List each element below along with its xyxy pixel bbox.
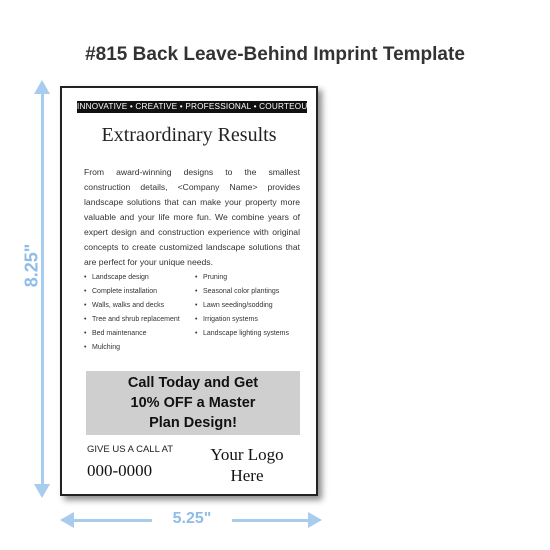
fine-print-vertical	[308, 308, 314, 498]
arrow-down-icon	[34, 484, 50, 498]
headline: Extraordinary Results	[101, 124, 277, 146]
list-item: • Landscape lighting systems	[195, 327, 313, 341]
list-item: • Lawn seeding/sodding	[195, 299, 313, 313]
list-item: • Pruning	[195, 271, 313, 285]
list-item: • Tree and shrub replacement	[84, 313, 194, 327]
list-item: • Complete installation	[84, 285, 194, 299]
services-list-right	[195, 271, 313, 341]
offer-box	[86, 371, 300, 435]
logo-line: Here	[230, 466, 264, 485]
services-list-left	[84, 271, 194, 355]
list-item: • Bed maintenance	[84, 327, 194, 341]
body-copy: From award-winning designs to the smallest construction details, <Company Name> provides landscape solutions that can make your property more valuable and your life more fun. We combine years of expert design and construction experience with original concepts to create customized landscape solutions that are perfect for your unique needs.	[84, 167, 300, 267]
list-item: • Walls, walks and decks	[84, 299, 194, 313]
logo-placeholder	[192, 444, 302, 486]
offer-line: Plan Design!	[149, 415, 237, 431]
offer-line: 10% OFF a Master	[130, 395, 256, 411]
list-item: • Irrigation systems	[195, 313, 313, 327]
tagline-bar: INNOVATIVE • CREATIVE • PROFESSIONAL • COURTEOUS	[77, 102, 314, 111]
leave-behind-card	[60, 86, 318, 496]
list-item: • Mulching	[84, 341, 194, 355]
width-label: 5.25"	[152, 510, 232, 528]
arrow-right-icon	[308, 512, 322, 528]
logo-line: Your Logo	[210, 445, 284, 464]
call-label: GIVE US A CALL AT	[87, 444, 174, 455]
list-item: • Landscape design	[84, 271, 194, 285]
page-title: #815 Back Leave-Behind Imprint Template	[85, 44, 465, 65]
phone-number: 000-0000	[87, 461, 153, 480]
offer-line: Call Today and Get	[127, 375, 259, 391]
height-label: 8.25"	[21, 243, 42, 288]
list-item: • Seasonal color plantings	[195, 285, 313, 299]
